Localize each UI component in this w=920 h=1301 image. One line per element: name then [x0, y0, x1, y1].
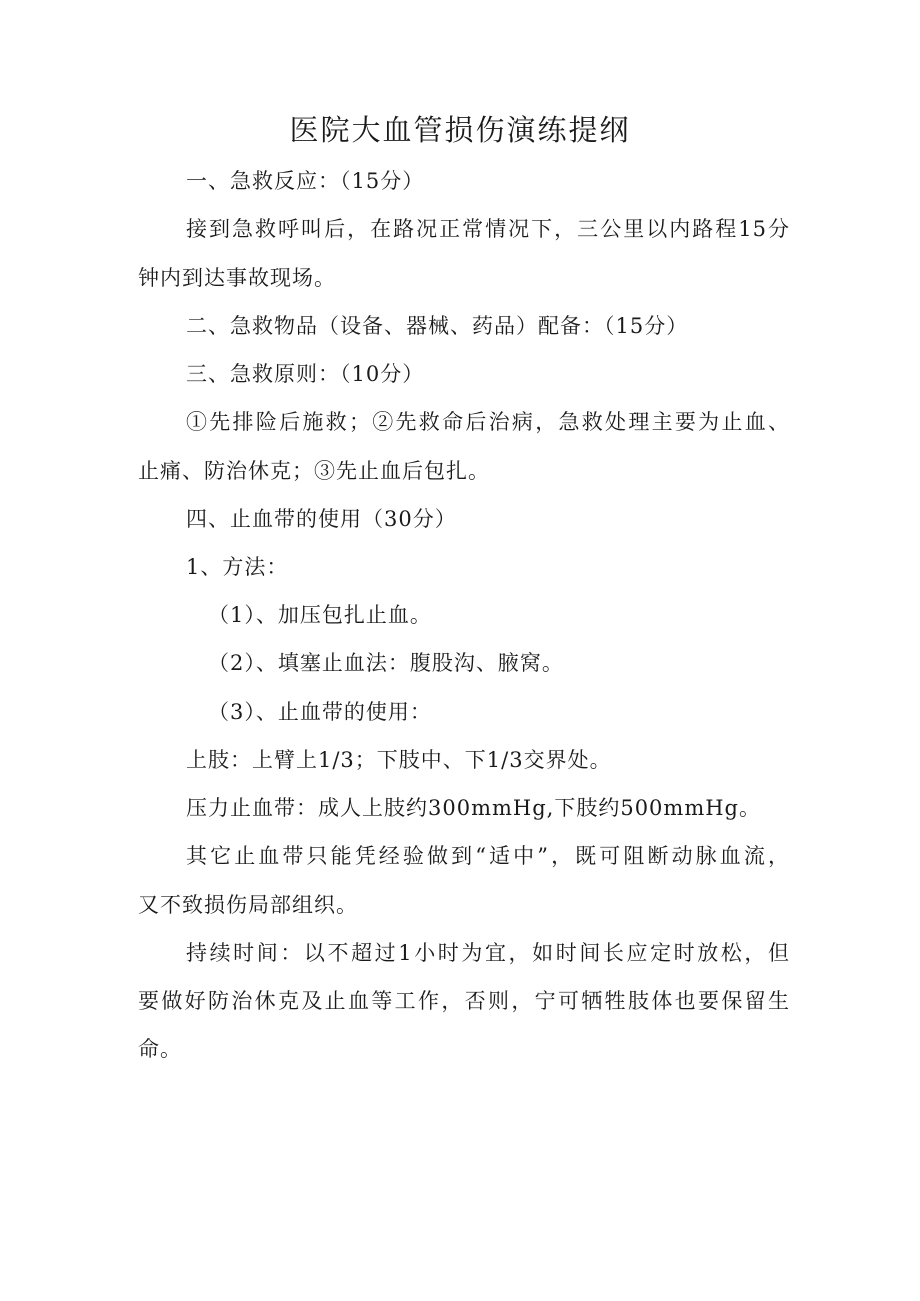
paragraph-line: 又不致损伤局部组织。 — [138, 893, 358, 917]
section-1-heading: 一、急救反应：（15分） — [186, 169, 425, 193]
paragraph-line: 接到急救呼叫后，在路况正常情况下，三公里以内路程15分 — [186, 217, 790, 241]
method-item: （2）、填塞止血法：腹股沟、腋窝。 — [208, 651, 564, 675]
method-item: （1）、加压包扎止血。 — [208, 603, 432, 627]
method-item: （3）、止血带的使用： — [208, 700, 432, 724]
paragraph-line: 持续时间：以不超过1小时为宜，如时间长应定时放松，但 — [186, 941, 790, 965]
method-heading: 1、方法： — [186, 555, 289, 579]
paragraph-line: 上肢：上臂上1/3；下肢中、下1/3交界处。 — [186, 748, 612, 772]
paragraph-line: 其它止血带只能凭经验做到“适中”，既可阻断动脉血流， — [186, 844, 790, 868]
document-title: 医院大血管损伤演练提纲 — [289, 113, 631, 147]
paragraph-line: ①先排险后施救；②先救命后治病，急救处理主要为止血、 — [186, 410, 790, 434]
paragraph-line: 压力止血带：成人上肢约300mmHg,下肢约500mmHg。 — [186, 796, 762, 820]
paragraph-line: 止痛、防治休克；③先止血后包扎。 — [138, 459, 490, 483]
paragraph-line: 要做好防治休克及止血等工作，否则，宁可牺牲肢体也要保留生 — [138, 989, 790, 1013]
paragraph-line: 钟内到达事故现场。 — [138, 266, 336, 290]
section-2-heading: 二、急救物品（设备、器械、药品）配备：（15分） — [186, 314, 689, 338]
section-3-heading: 三、急救原则：（10分） — [186, 362, 425, 386]
paragraph-line: 命。 — [138, 1037, 182, 1061]
section-4-heading: 四、止血带的使用（30分） — [186, 507, 457, 531]
